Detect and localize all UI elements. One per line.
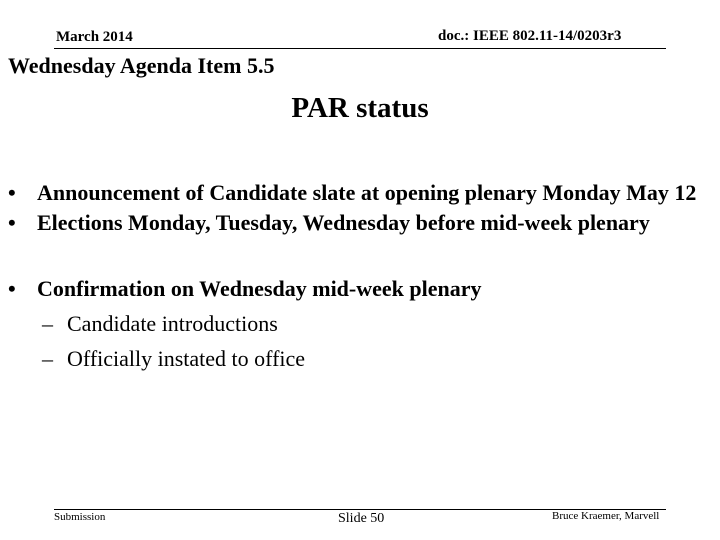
bullet-dot-icon: • [8, 276, 16, 301]
header-divider [54, 48, 666, 49]
header-date: March 2014 [56, 29, 133, 45]
slide-title: PAR status [291, 92, 429, 124]
bullet-item [8, 178, 718, 208]
bullet-dot-icon: • [8, 180, 16, 205]
footer-author: Bruce Kraemer, Marvell [552, 510, 660, 522]
bullet-item [8, 208, 718, 238]
bullet-dot-icon: • [8, 210, 16, 235]
sub-bullet-dash-icon: – [42, 311, 53, 336]
sub-bullet-text: Candidate introductions [67, 311, 278, 336]
bullet-list [8, 178, 718, 376]
bullet-text: Confirmation on Wednesday mid-week plenary [37, 276, 482, 301]
sub-bullet-text: Officially instated to office [67, 346, 306, 371]
bullet-item [8, 274, 718, 304]
footer-slide-number: Slide 50 [338, 511, 385, 526]
sub-bullet-item [8, 341, 718, 376]
sub-bullet-item [8, 306, 718, 341]
bullet-text: Announcement of Candidate slate at opening plenary Monday May 12 [37, 180, 697, 205]
sub-bullet-dash-icon: – [42, 346, 53, 371]
footer-submission: Submission [54, 511, 106, 523]
bullet-text: Elections Monday, Tuesday, Wednesday before mid-week plenary [37, 210, 650, 235]
header-doc-id: doc.: IEEE 802.11-14/0203r3 [438, 28, 622, 44]
agenda-item-title: Wednesday Agenda Item 5.5 [8, 53, 275, 78]
